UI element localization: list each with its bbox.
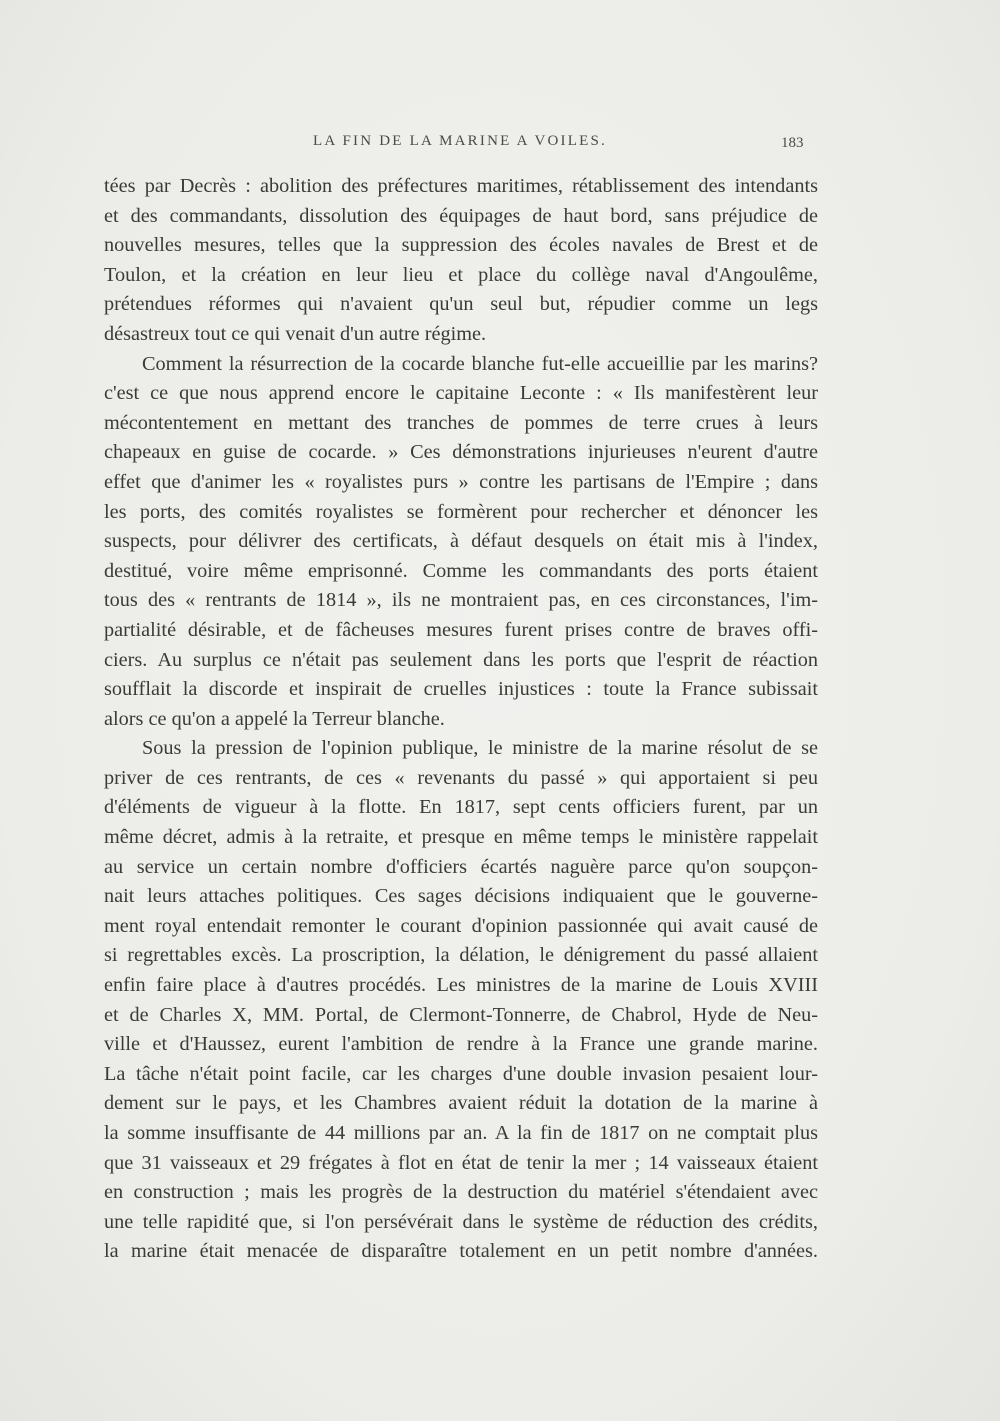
text-line: La tâche n'était point facile, car les charges d'une double invasion pesaient lour- [104, 1062, 818, 1085]
text-line: Sous la pression de l'opinion publique, le ministre de la marine résolut de se [142, 737, 818, 760]
text-line: la somme insuffisante de 44 millions par an. A la fin de 1817 on ne comptait plus [104, 1122, 818, 1144]
text-line: et des commandants, dissolution des équipages de haut bord, sans préjudice de [104, 204, 818, 227]
text-line: en construction ; mais les progrès de la destruction du matériel s'étendaient avec [104, 1181, 818, 1204]
text-line: la marine était menacée de disparaître totalement en un petit nombre d'années. [104, 1240, 818, 1263]
text-line: alors ce qu'on a appelé la Terreur blanche. [104, 707, 445, 730]
text-line: soufflait la discorde et inspirait de cruelles injustices : toute la France subissait [104, 678, 818, 701]
text-line: effet que d'animer les « royalistes purs » contre les partisans de l'Empire ; dans [104, 470, 818, 493]
text-line: chapeaux en guise de cocarde. » Ces démonstrations injurieuses n'eurent d'autre [104, 441, 818, 464]
text-line: que 31 vaisseaux et 29 frégates à flot en état de tenir la mer ; 14 vaisseaux étaient [104, 1151, 818, 1174]
text-line: même décret, admis à la retraite, et presque en même temps le ministère rappelait [104, 826, 818, 849]
text-line: désastreux tout ce qui venait d'un autre régime. [104, 322, 487, 345]
text-line: Comment la résurrection de la cocarde blanche fut-elle accueillie par les marins? [142, 352, 818, 375]
paragraph-1 [104, 172, 818, 350]
text-line: dement sur le pays, et les Chambres avaient réduit la dotation de la marine à [104, 1092, 818, 1115]
text-line: si regrettables excès. La proscription, la délation, le dénigrement du passé allaient [104, 944, 818, 967]
text-line: nouvelles mesures, telles que la suppression des écoles navales de Brest et de [104, 234, 818, 257]
text-line: Toulon, et la création en leur lieu et place du collège naval d'Angoulême, [104, 263, 818, 286]
text-line: et de Charles X, MM. Portal, de Clermont-Tonnerre, de Chabrol, Hyde de Neu- [104, 1003, 818, 1026]
text-line: mécontentement en mettant des tranches de pommes de terre crues à leurs [104, 411, 818, 434]
text-line: suspects, pour délivrer des certificats, à défaut desquels on était mis à l'index, [104, 530, 818, 553]
text-line: ciers. Au surplus ce n'était pas seulement dans les ports que l'esprit de réaction [104, 648, 818, 671]
text-line: d'éléments de vigueur à la flotte. En 1817, sept cents officiers furent, par un [104, 796, 818, 819]
text-line: ville et d'Haussez, eurent l'ambition de rendre à la France une grande marine. [104, 1033, 818, 1056]
text-line: destitué, voire même emprisonné. Comme les commandants des ports étaient [104, 559, 818, 582]
page-number: 183 [781, 135, 804, 151]
running-title: LA FIN DE LA MARINE A VOILES. [313, 133, 607, 149]
text-line: nait leurs attaches politiques. Ces sages décisions indiquaient que le gouverne- [104, 885, 818, 908]
body-text [104, 172, 818, 1267]
text-line: enfin faire place à d'autres procédés. Les ministres de la marine de Louis XVIII [104, 974, 818, 997]
paragraph-2 [104, 350, 818, 735]
text-line: tous des « rentrants de 1814 », ils ne montraient pas, en ces circonstances, l'im- [104, 589, 818, 612]
text-line: priver de ces rentrants, de ces « revenants du passé » qui apportaient si peu [104, 766, 818, 789]
text-line: c'est ce que nous apprend encore le capitaine Leconte : « Ils manifestèrent leur [104, 382, 818, 405]
text-line: une telle rapidité que, si l'on persévérait dans le système de réduction des crédits, [104, 1210, 818, 1233]
text-line: les ports, des comités royalistes se formèrent pour rechercher et dénoncer les [104, 500, 818, 523]
text-line: au service un certain nombre d'officiers écartés naguère parce qu'on soupçon- [104, 855, 818, 878]
text-line: prétendues réformes qui n'avaient qu'un seul but, répudier comme un legs [104, 293, 818, 316]
paragraph-3 [104, 734, 818, 1267]
text-line: ment royal entendait remonter le courant d'opinion passionnée qui avait causé de [104, 914, 818, 937]
text-line: partialité désirable, et de fâcheuses mesures furent prises contre de braves offi- [104, 618, 818, 641]
text-line: tées par Decrès : abolition des préfectures maritimes, rétablissement des intendants [104, 175, 818, 197]
